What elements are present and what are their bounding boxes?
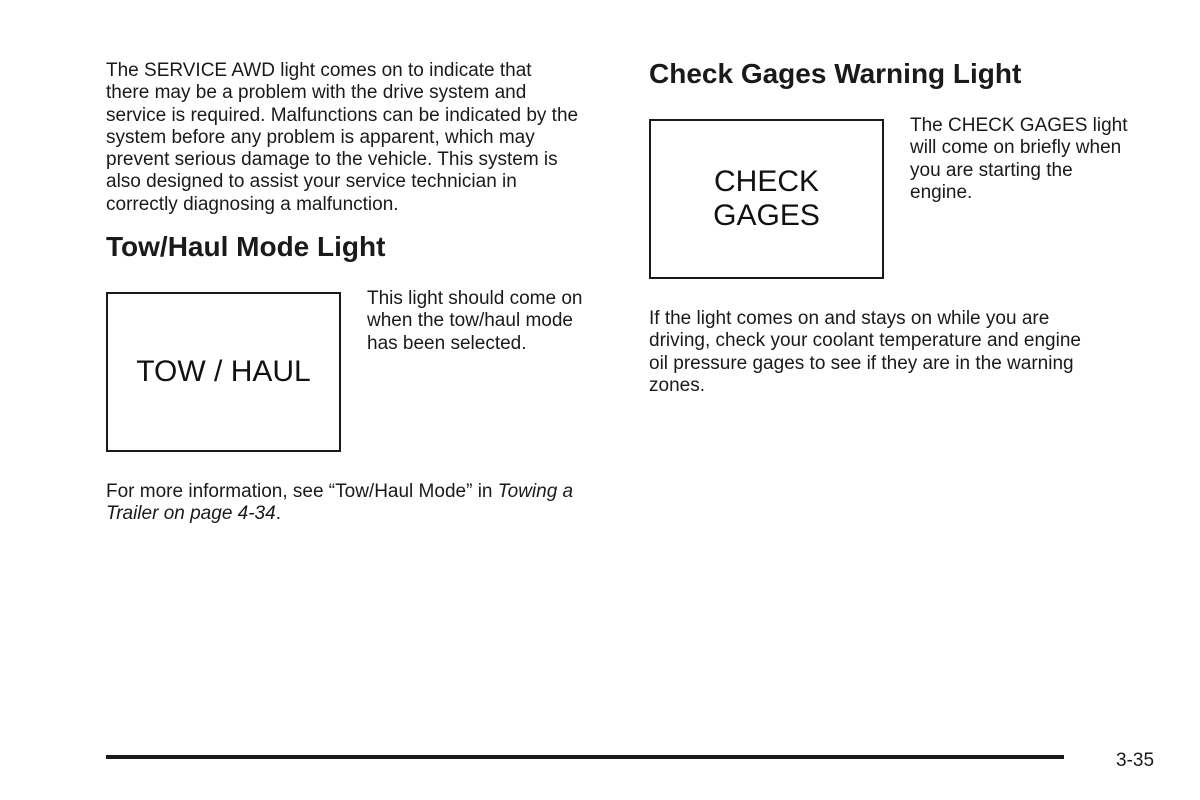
tow-haul-indicator-box xyxy=(106,292,341,452)
cross-reference-link[interactable]: Trailer on page 4-34 xyxy=(106,503,276,525)
text-line: engine. xyxy=(910,181,973,203)
page-number: 3-35 xyxy=(1116,750,1155,771)
more-info-prefix: For more information, see “Tow/Haul Mode” in xyxy=(106,481,498,502)
text-line: there may be a problem with the drive system and xyxy=(106,82,527,104)
text-line: driving, check your coolant temperature and engine xyxy=(649,330,1081,352)
service-awd-paragraph xyxy=(106,60,578,216)
check-gages-indicator-label-line2: GAGES xyxy=(713,199,820,232)
tow-haul-description xyxy=(367,288,582,355)
text-line: The SERVICE AWD light comes on to indicate that xyxy=(106,60,532,81)
text-line: also designed to assist your service technician in xyxy=(106,171,517,193)
text-line: you are starting the xyxy=(910,159,1073,181)
text-line: This light should come on xyxy=(367,288,583,309)
text-line: The CHECK GAGES light xyxy=(910,115,1128,136)
check-gages-heading: Check Gages Warning Light xyxy=(649,58,1022,89)
tow-haul-heading: Tow/Haul Mode Light xyxy=(106,231,386,262)
footer-rule xyxy=(106,755,1064,759)
more-info-suffix: . xyxy=(275,503,281,525)
text-line: system before any problem is apparent, which may xyxy=(106,126,535,148)
text-line xyxy=(106,503,573,525)
text-line: will come on briefly when xyxy=(910,137,1122,159)
text-line: has been selected. xyxy=(367,332,527,354)
text-line: service is required. Malfunctions can be indicated by the xyxy=(106,104,579,126)
check-gages-indicator-label-line1: CHECK xyxy=(713,165,819,198)
text-line xyxy=(106,481,573,503)
text-line: oil pressure gages to see if they are in the warning xyxy=(649,352,1074,374)
check-gages-indicator-box xyxy=(649,119,884,279)
check-gages-description xyxy=(910,115,1128,204)
text-line: correctly diagnosing a malfunction. xyxy=(106,193,399,215)
text-line: when the tow/haul mode xyxy=(367,310,573,332)
cross-reference-link[interactable]: Towing a xyxy=(497,481,574,502)
tow-haul-indicator-label: TOW / HAUL xyxy=(136,355,311,388)
check-gages-body-paragraph xyxy=(649,308,1081,397)
text-line: prevent serious damage to the vehicle. This system is xyxy=(106,149,558,171)
tow-haul-more-info xyxy=(106,481,573,526)
text-line: zones. xyxy=(649,374,705,396)
text-line: If the light comes on and stays on while you are xyxy=(649,308,1050,329)
